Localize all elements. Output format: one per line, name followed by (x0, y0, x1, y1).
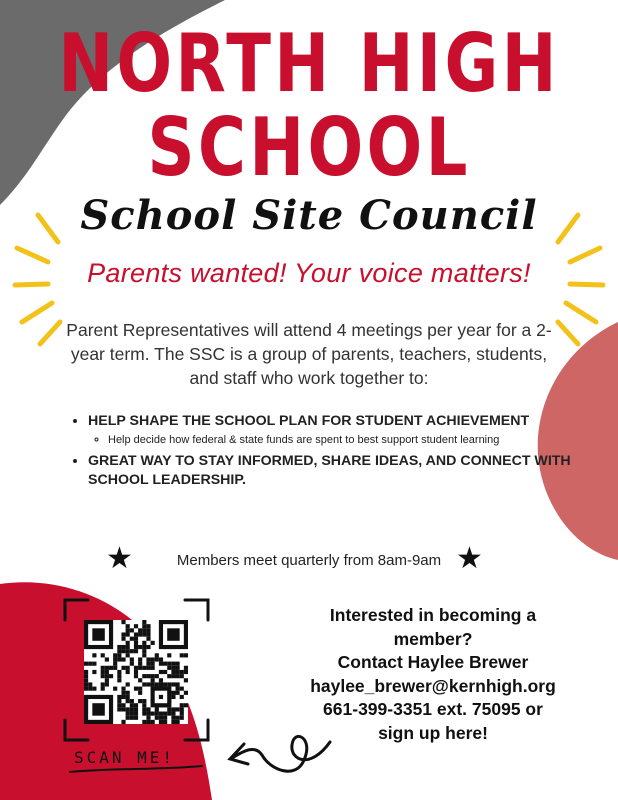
star-icon: ★ (456, 542, 483, 575)
star-icon: ★ (106, 542, 133, 575)
council-title: School Site Council (80, 192, 538, 239)
bullet-list (70, 412, 578, 494)
contact-phone: 661-399-3351 ext. 75095 or (323, 699, 543, 719)
title-north-high: NORTH HIGH (58, 17, 560, 110)
signup-link[interactable]: sign up here! (378, 722, 488, 743)
scan-me-label: SCAN ME! (74, 748, 176, 767)
sub-list (88, 433, 578, 448)
meeting-info: Members meet quarterly from 8am-9am (176, 552, 442, 569)
contact-email[interactable]: haylee_brewer@kernhigh.org (310, 675, 556, 696)
contact-line-2: member? (393, 628, 473, 649)
bullet-item (88, 412, 578, 448)
contact-name: Contact Haylee Brewer (337, 652, 529, 672)
tagline: Parents wanted! Your voice matters! (87, 258, 531, 288)
contact-line-1: Interested in becoming a (329, 605, 537, 625)
bullet-text: GREAT WAY TO STAY INFORMED, SHARE IDEAS, AND CONNECT WITH SCHOOL LEADERSHIP. (88, 453, 571, 488)
intro-paragraph: Parent Representatives will attend 4 meetings per year for a 2-year term. The SSC is a group of parents, teachers, students, and staff who work together to: (66, 320, 552, 388)
sub-bullet-item: ◦ Help decide how federal & state funds are spent to best support student learning (108, 433, 578, 448)
bullet-item (88, 452, 578, 490)
qr-code[interactable] (84, 620, 188, 724)
contact-block (268, 604, 598, 745)
bullet-text: HELP SHAPE THE SCHOOL PLAN FOR STUDENT ACHIEVEMENT (88, 413, 530, 429)
title-school: SCHOOL (147, 101, 471, 194)
